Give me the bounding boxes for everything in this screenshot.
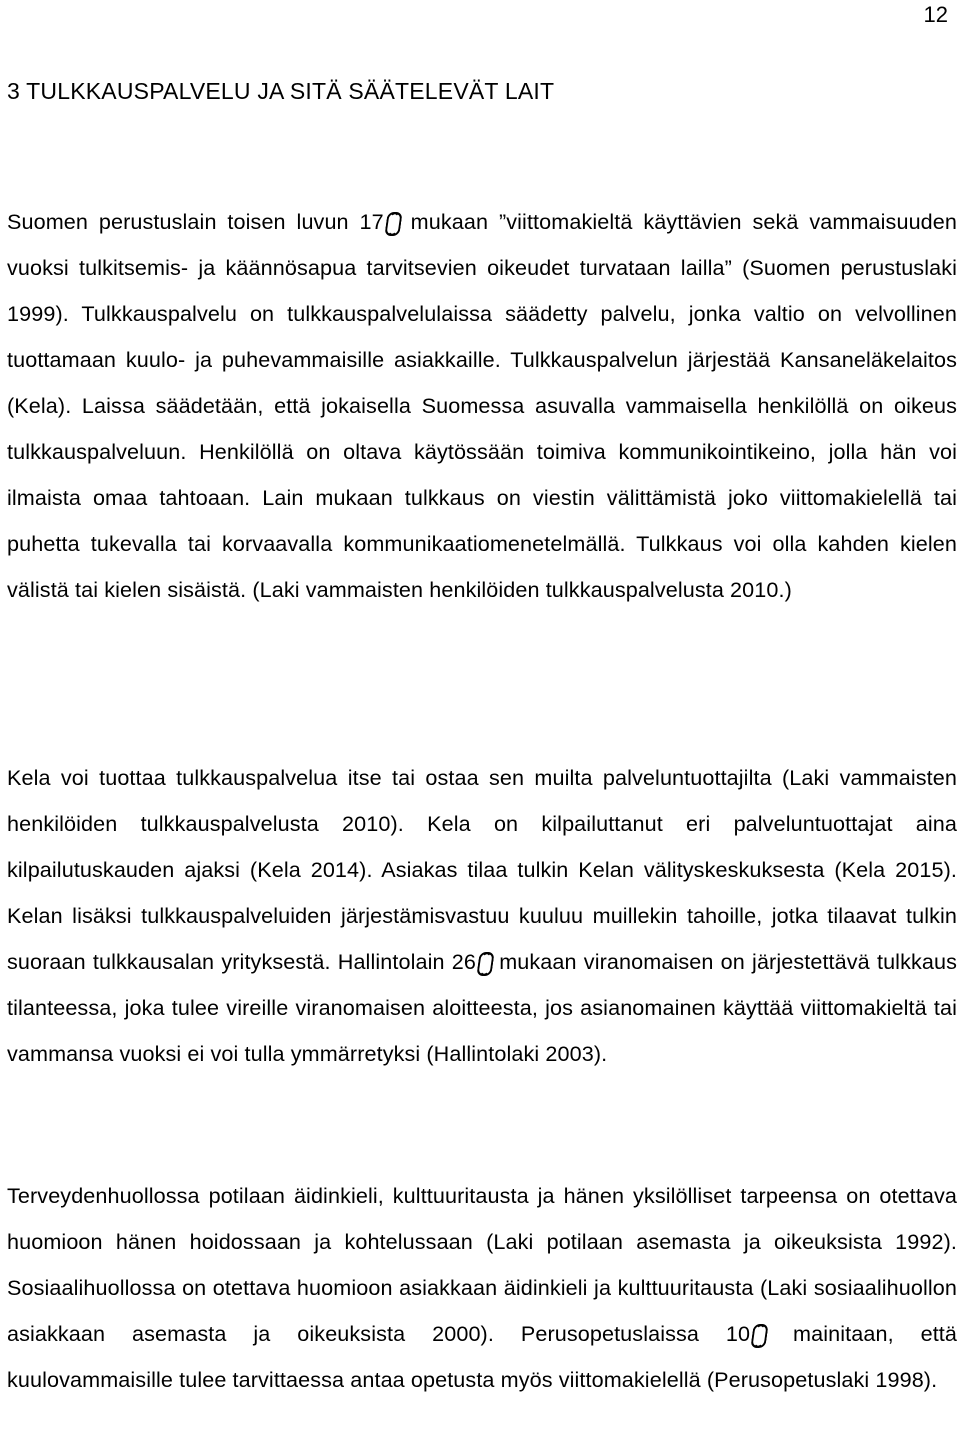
paragraph-1-text-a: Suomen perustuslain toisen luvun 17 [7,209,384,234]
section-sign-icon [751,1323,765,1345]
chapter-heading: 3 TULKKAUSPALVELU JA SITÄ SÄÄTELEVÄT LAIT [7,78,555,104]
paragraph-3 [7,1173,957,1403]
page-number: 12 [923,2,948,27]
section-sign-icon [385,211,399,233]
paragraph-1-text-b: mukaan ”viittomakieltä käyttävien sekä vammaisuuden vuoksi tulkitsemis- ja käännösapua tarvitsevien oikeudet turvataan lailla” (Suomen perustuslaki 1999). Tulkkauspalvelu on tulkkauspalvelulaissa säädetty palvelu, jonka valtio on velvollinen tuottamaan kuulo- ja puhevammaisille asiakkaille. Tulkkauspalvelun järjestää Kansaneläkelaitos (Kela). Laissa säädetään, että jokaisella Suomessa asuvalla vammaisella henkilöllä on oikeus tulkkauspalveluun. Henkilöllä on oltava käytössään toimiva kommunikointikeino, jolla hän voi ilmaista omaa tahtoaan. Lain mukaan tulkkaus on viestin välittämistä joko viittomakielellä tai puhetta tukevalla tai korvaavalla kommunikaatiomenetelmällä. Tulkkaus voi olla kahden kielen välistä tai kielen sisäistä. (Laki vammaisten henkilöiden tulkkauspalvelusta 2010.) [7,209,958,602]
paragraph-2 [7,755,957,1077]
paragraph-3-text-a: Terveydenhuollossa potilaan äidinkieli, kulttuuritausta ja hänen yksilölliset tarpeensa on otettava huomioon hänen hoidossaan ja kohtelussaan (Laki potilaan asemasta ja oikeuksista 1992). Sosiaalihuollossa on otettava huomioon asiakkaan äidinkieli ja kulttuuritausta (Laki sosiaalihuollon asiakkaan asemasta ja oikeuksista 2000). Perusopetuslaissa 10 [7,1183,957,1346]
paragraph-2-text-b: mukaan viranomaisen on järjestettävä tulkkaus tilanteessa, joka tulee vireille viranomaisen aloitteesta, jos asianomainen käyttää viittomakieltä tai vammansa vuoksi ei voi tulla ymmärretyksi (Hallintolaki 2003). [7,949,957,1066]
paragraph-2-text-a: Kela voi tuottaa tulkkauspalvelua itse tai ostaa sen muilta palveluntuottajilta (Laki vammaisten henkilöiden tulkkauspalvelusta 2010). Kela on kilpailuttanut eri palveluntuottajat aina kilpailutuskauden ajaksi (Kela 2014). Asiakas tilaa tulkin Kelan välityskeskuksesta (Kela 2015). Kelan lisäksi tulkkauspalveluiden järjestämisvastuu kuuluu muillekin tahoille, jotka tilaavat tulkin suoraan tulkkausalan yrityksestä. Hallintolain 26 [7,765,957,974]
paragraph-3-text-b: mainitaan, että kuulovammaisille tulee tarvittaessa antaa opetusta myös viittomakielellä (Perusopetuslaki 1998). [7,1321,958,1392]
section-sign-icon [477,951,491,973]
paragraph-1 [7,199,957,613]
